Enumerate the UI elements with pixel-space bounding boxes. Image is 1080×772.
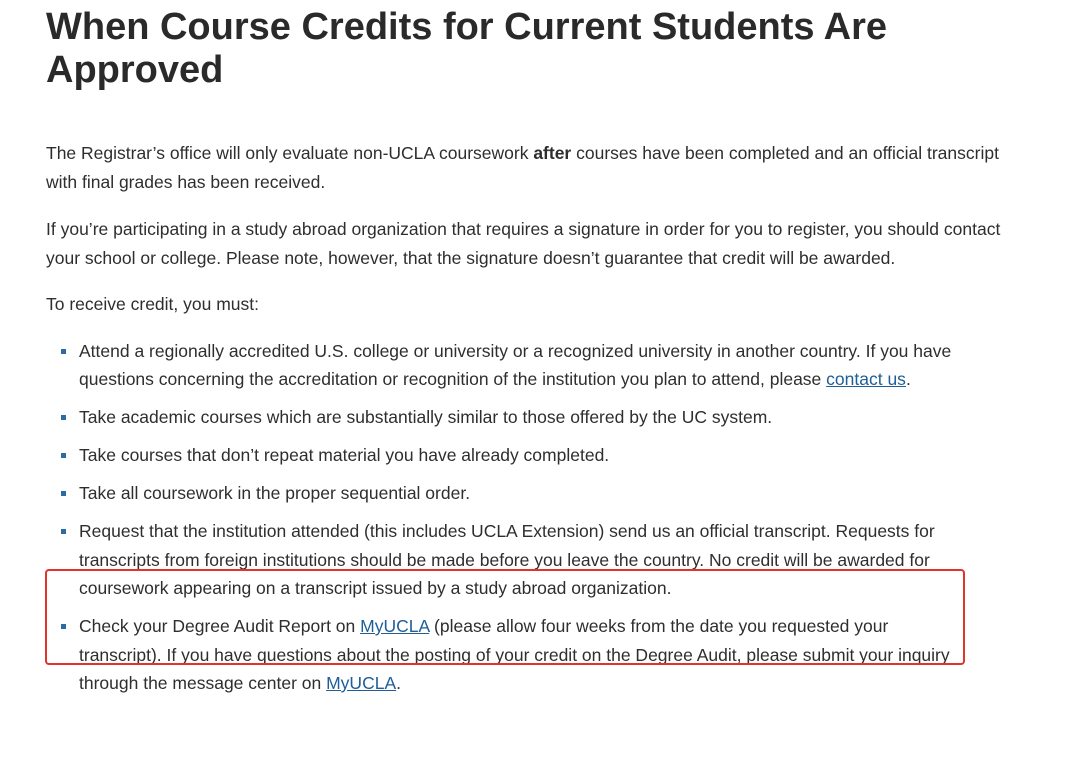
list-item-accreditation (46, 337, 959, 394)
list-item-text: Take all coursework in the proper sequential order. (79, 483, 471, 503)
list-item-text: Take academic courses which are substantially similar to those offered by the UC system. (79, 407, 773, 427)
myucla-link-message-center[interactable]: MyUCLA (326, 673, 397, 693)
page-title: When Course Credits for Current Students Are Approved (46, 6, 888, 91)
list-item-text: Request that the institution attended (this includes UCLA Extension) send us an official transcript. Requests for transcripts from foreign institutions should be made before you leave the country. No credit will be awarded for coursework appearing on a transcript issued by a study abroad organization. (79, 521, 935, 598)
list-item-text: Check your Degree Audit Report on (79, 616, 361, 636)
list-item-academic-courses (46, 403, 959, 432)
bullet-icon (61, 491, 66, 496)
intro-text-end: courses have been completed and an official transcript with final grades has been received. (46, 143, 999, 192)
study-abroad-paragraph: If you’re participating in a study abroad organization that requires a signature in order for you to register, you should contact your school or college. Please note, however, that the signature doesn’t guarantee that credit will be awarded. (46, 219, 1001, 268)
intro-text-start: The Registrar’s office will only evaluate non-UCLA coursework (46, 143, 534, 163)
main-content (46, 0, 1006, 707)
intro-bold-word: after (533, 143, 572, 163)
requirements-intro: To receive credit, you must: (46, 294, 259, 314)
myucla-link[interactable]: MyUCLA (360, 616, 430, 636)
list-item-no-repeat (46, 441, 959, 470)
list-item-text-middle: (please allow four weeks from the date you requested your transcript). If you have questions about the posting of your credit on the Degree Audit, please submit your inquiry through the message center on (79, 616, 950, 693)
list-item-sequential-order (46, 479, 959, 508)
list-item-text-end: . (396, 673, 401, 693)
contact-us-link[interactable]: contact us (826, 369, 906, 389)
bullet-icon (61, 529, 66, 534)
intro-paragraph (46, 139, 1006, 196)
bullet-icon (61, 415, 66, 420)
list-item-text-end: . (905, 369, 911, 389)
list-item-official-transcript (46, 517, 959, 603)
bullet-icon (61, 624, 66, 629)
bullet-icon (61, 453, 66, 458)
list-item-degree-audit (46, 612, 959, 698)
list-item-text: Attend a regionally accredited U.S. college or university or a recognized university in another country. If you have questions concerning the accreditation or recognition of the institution you plan to attend, please (79, 340, 952, 389)
list-item-text: Take courses that don’t repeat material you have already completed. (79, 445, 610, 465)
bullet-icon (61, 349, 66, 354)
requirements-list (46, 337, 1006, 698)
